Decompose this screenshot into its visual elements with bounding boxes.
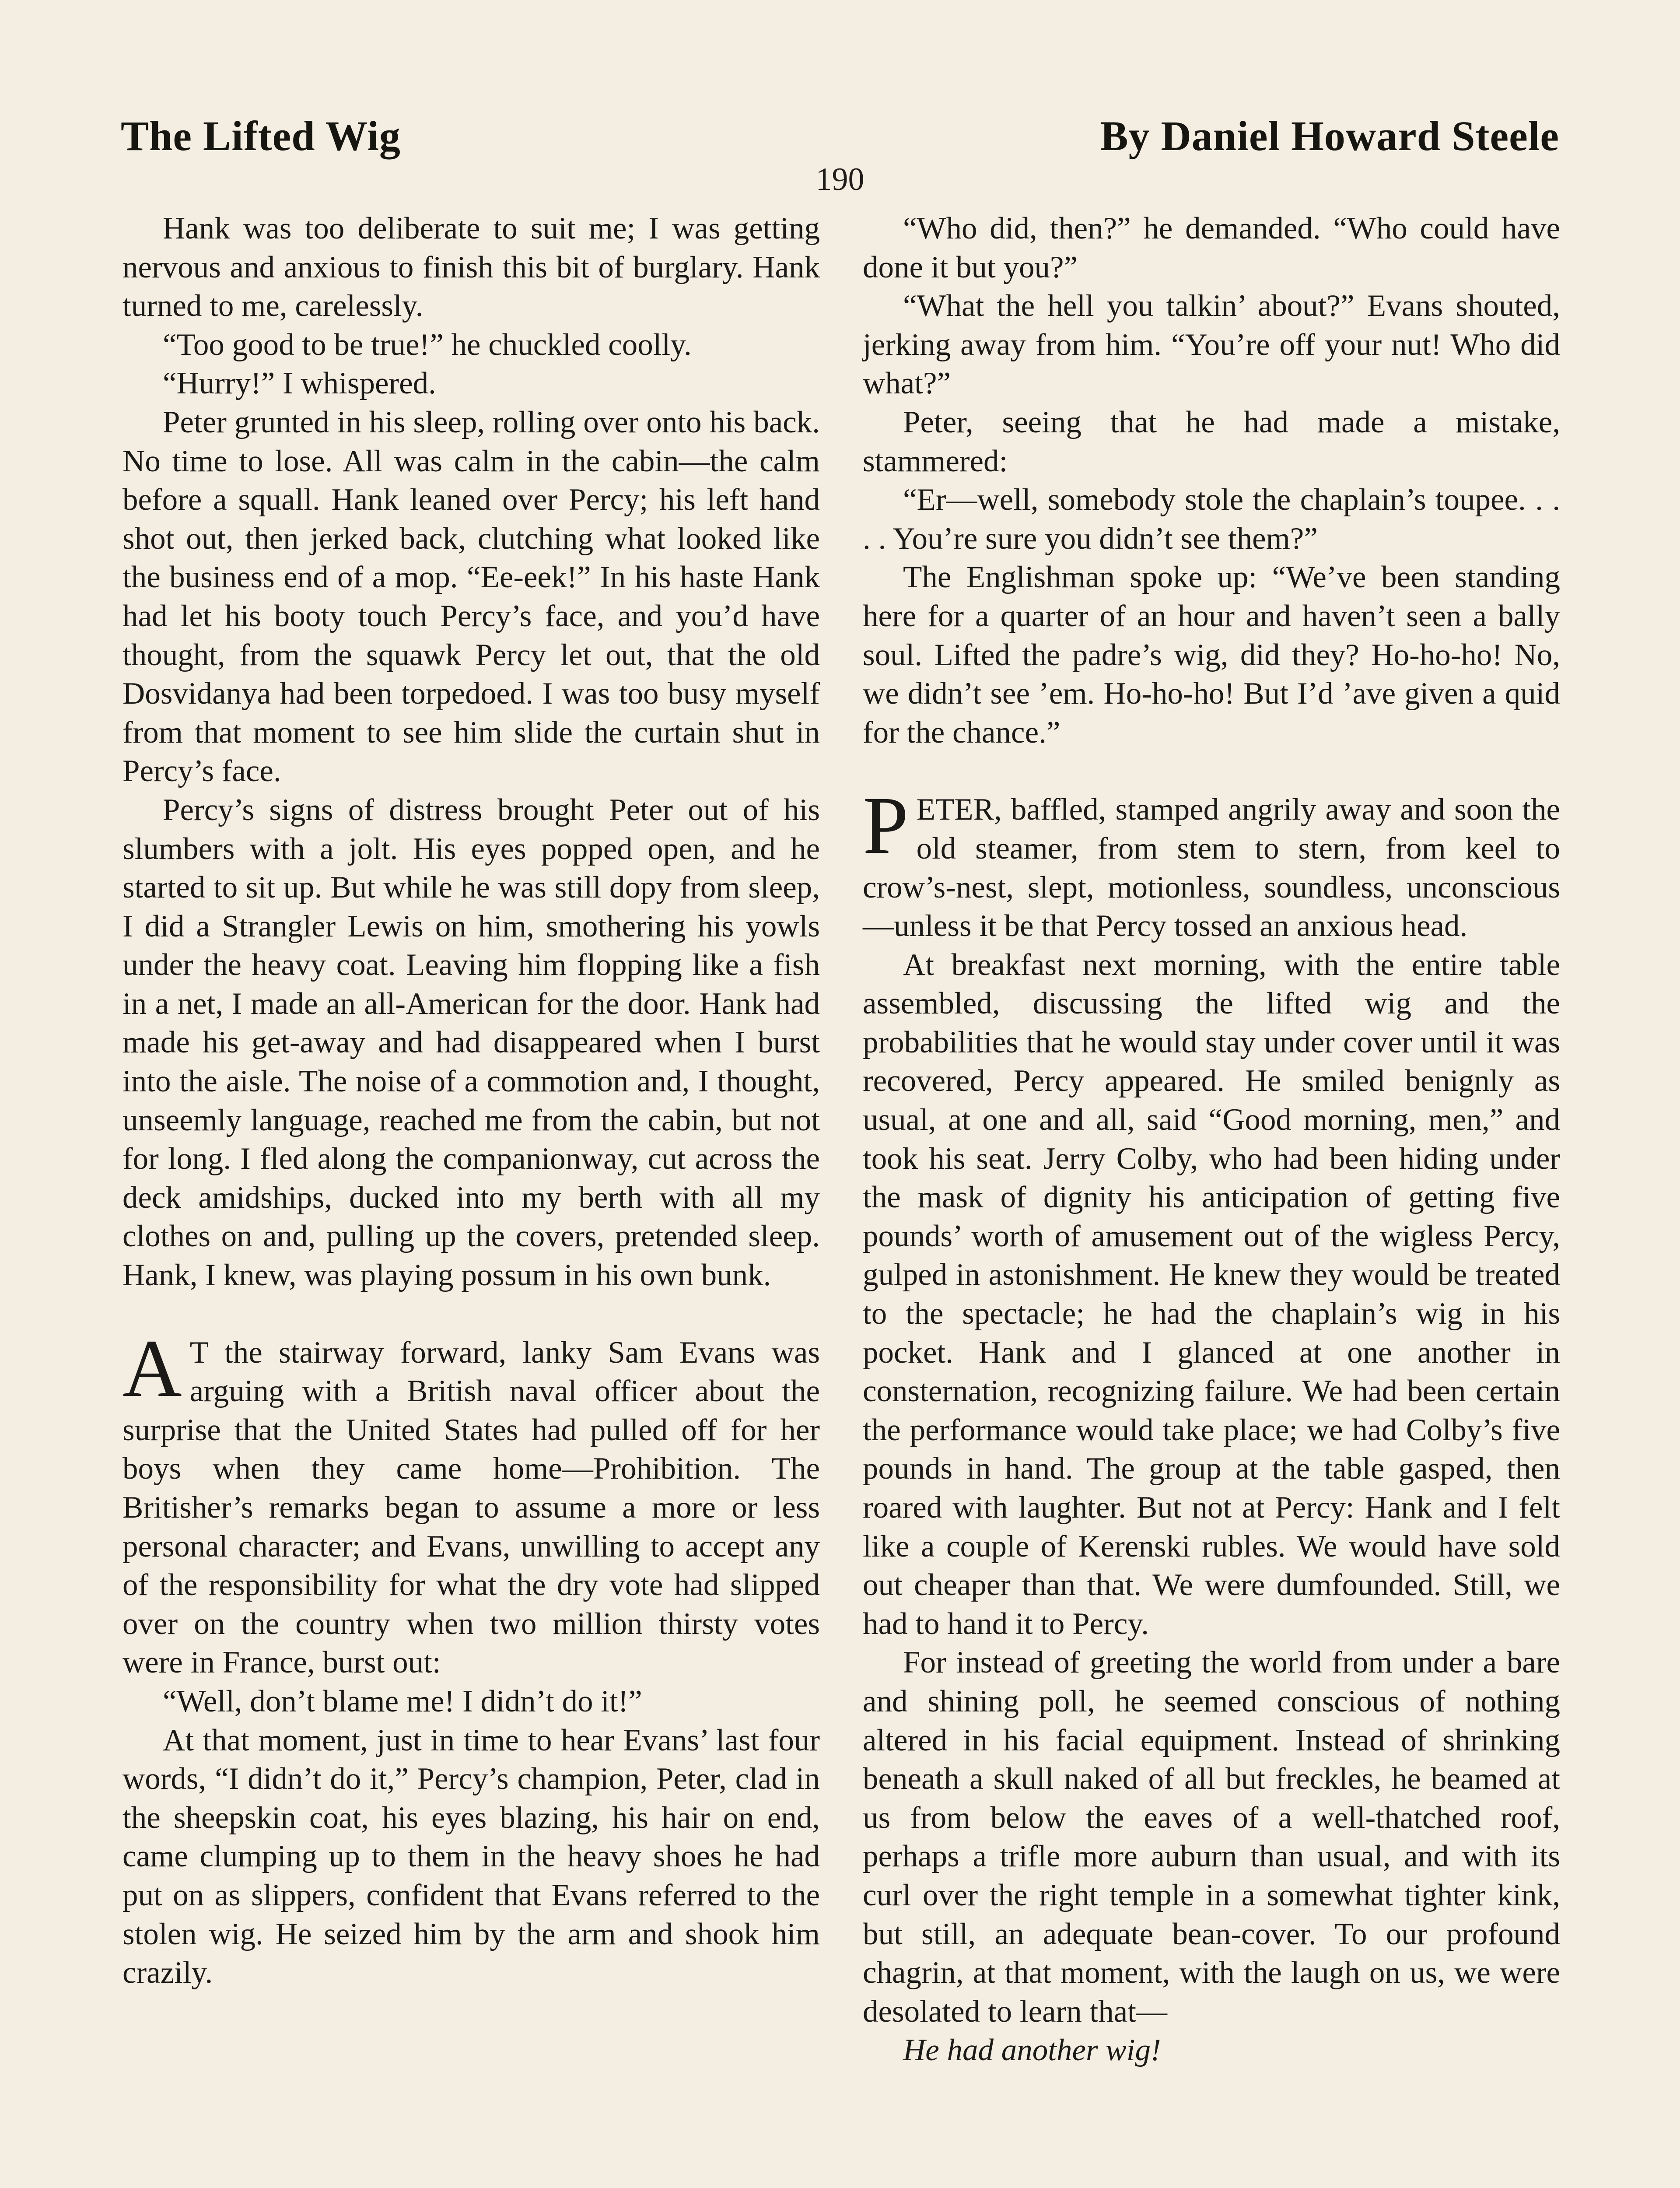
paragraph: Peter, seeing that he had made a mistake, stammered:	[863, 405, 1560, 478]
story-title: The Lifted Wig	[121, 112, 401, 159]
paragraph: “Who did, then?” he demanded. “Who could have done it but you?”	[863, 211, 1560, 284]
story-author: By Daniel Howard Steele	[1100, 112, 1559, 159]
paragraph: “Er—well, somebody stole the chaplain’s toupee. . . . . You’re sure you didn’t see them?”	[863, 483, 1560, 556]
paragraph: At breakfast next morning, with the entire table assembled, discussing the lifted wig and the probabilities that he would stay under cover until it was recovered, Percy appeared. He smiled benignly as usual, at one and all, said “Good morning, men,” and took his seat. Jerry Colby, who had been hiding under the mask of dignity his anticipation of getting five pounds’ worth of amusement out of the wigless Percy, gulped in astonishment. He knew they would be treated to the spectacle; he had the chaplain’s wig in his pocket. Hank and I glanced at one another in consternation, recognizing failure. We had been certain the performance would take place; we had Colby’s five pounds in hand. The group at the table gasped, then roared with laughter. But not at Percy: Hank and I felt like a couple of Kerenski rubles. We would have sold out cheaper than that. We were dumfounded. Still, we had to hand it to Percy.	[863, 947, 1560, 1641]
paragraph: For instead of greeting the world from under a bare and shining poll, he seemed conscious of nothing altered in his facial equipment. Instead of shrinking beneath a skull naked of all but freckles, he beamed at us from below the eaves of a well-thatched roof, perhaps a trifle more auburn than usual, and with its curl over the right temple in a somewhat tighter kink, but still, an adequate bean-cover. To our profound chagrin, at that moment, with the laugh on us, we were desolated to learn that—	[863, 1645, 1560, 2029]
paragraph: The Englishman spoke up: “We’ve been standing here for a quarter of an hour and haven’t seen a bally soul. Lifted the padre’s wig, did they? Ho-ho-ho! No, we didn’t see ’em. Ho-ho-ho! But I’d ’ave given a quid for the chance.”	[863, 560, 1560, 750]
paragraph: “What the hell you talkin’ about?” Evans shouted, jerking away from him. “You’re off your nut! Who did what?”	[863, 289, 1560, 401]
page-header	[121, 112, 1559, 160]
paragraph: Percy’s signs of distress brought Peter out of his slumbers with a jolt. His eyes popped open, and he started to sit up. But while he was still dopy from sleep, I did a Strangler Lewis on him, smothering his yowls under the heavy coat. Leaving him flopping like a fish in a net, I made an all-American for the door. Hank had made his get-away and had disappeared when I burst into the aisle. The noise of a commotion and, I thought, unseemly language, reached me from the cabin, but not for long. I fled along the companionway, cut across the deck amidships, ducked into my berth with all my clothes on and, pulling up the covers, pretended sleep. Hank, I knew, was playing possum in his own bunk.	[122, 792, 820, 1293]
section-paragraph	[863, 779, 1560, 945]
paragraph: “Hurry!” I whispered.	[163, 366, 436, 401]
paragraph: Peter grunted in his sleep, rolling over onto his back. No time to lose. All was calm in the cabin—the calm before a squall. Hank leaned over Percy; his left hand shot out, then jerked back, clutching what looked like the business end of a mop. “Ee-eek!” In his haste Hank had let his booty touch Percy’s face, and you’d have thought, from the squawk Percy let out, that the old Dosvidanya had been torpedoed. I was too busy myself from that moment to see him slide the curtain shut in Percy’s face.	[122, 405, 820, 789]
paragraph-text: ETER, baffled, stamped angrily away and soon the old steamer, from stem to stern, from keel to crow’s-nest, slept, motionless, soundless, unconscious—unless it be that Percy tossed an anxious head.	[863, 792, 1560, 943]
drop-cap: A	[122, 1322, 182, 1414]
paragraph: “Well, don’t blame me! I didn’t do it!”	[163, 1684, 642, 1718]
left-column	[122, 209, 820, 1992]
drop-cap: P	[863, 779, 909, 871]
paragraph: “Too good to be true!” he chuckled coolly.	[163, 327, 692, 362]
paragraph: Hank was too deliberate to suit me; I was getting nervous and anxious to finish this bit of burglary. Hank turned to me, carelessly.	[122, 211, 820, 323]
closing-line: He had another wig!	[903, 2033, 1161, 2068]
paragraph: At that moment, just in time to hear Evans’ last four words, “I didn’t do it,” Percy’s champion, Peter, clad in the sheepskin coat, his eyes blazing, his hair on end, came clumping up to them in the heavy shoes he had put on as slippers, confident that Evans referred to the stolen wig. He seized him by the arm and shook him crazily.	[122, 1723, 820, 1990]
page-number: 190	[816, 161, 864, 197]
right-column	[863, 209, 1560, 2070]
paragraph-text: T the stairway forward, lanky Sam Evans was arguing with a British naval officer about the surprise that the United States had pulled off for her boys when they came home—Prohibition. The Britisher’s remarks began to assume a more or less personal character; and Evans, unwilling to accept any of the responsibility for what the dry vote had slipped over on the country when two million thirsty votes were in France, burst out:	[122, 1335, 820, 1680]
section-paragraph	[122, 1322, 820, 1682]
